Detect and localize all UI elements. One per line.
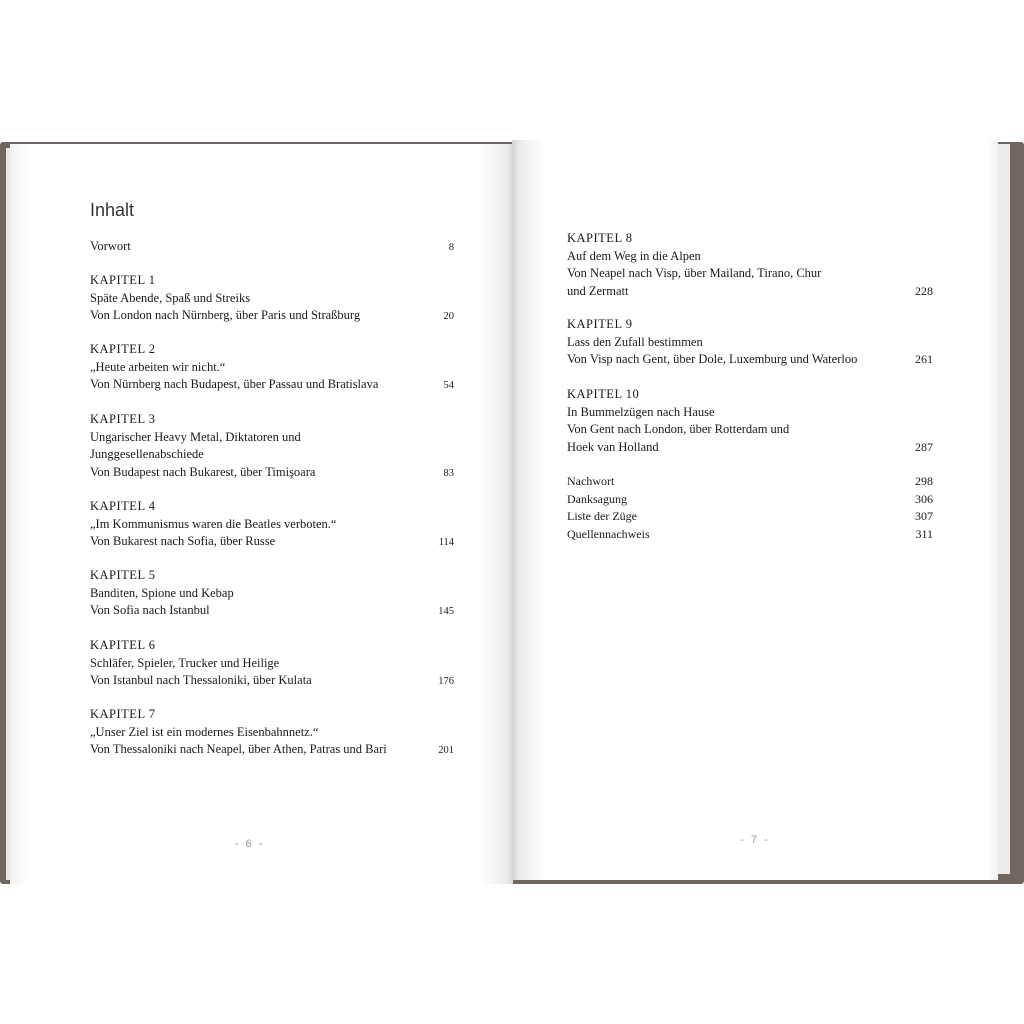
toc-page-number: 54	[443, 380, 454, 391]
toc-entry-acknowledgements	[567, 491, 933, 509]
toc-entry-title: Vorwort	[90, 239, 131, 253]
chapter-title-continued: Junggesellenabschiede	[90, 447, 204, 461]
chapter-title: Schläfer, Spieler, Trucker und Heilige	[90, 655, 280, 670]
chapter-route: Von Nürnberg nach Budapest, über Passau und Bratislava	[90, 377, 379, 391]
toc-entry-afterword	[567, 473, 933, 491]
page-number-left: - 6 -	[234, 838, 265, 850]
toc-entry-title: Liste der Züge	[567, 509, 637, 523]
chapter-label: KAPITEL 6	[90, 638, 156, 652]
toc-chapter-4	[90, 498, 454, 552]
toc-page-number: 20	[443, 311, 454, 322]
toc-chapter-3	[90, 411, 454, 482]
chapter-route: Von Istanbul nach Thessaloniki, über Kulata	[90, 673, 312, 687]
chapter-route: Von Budapest nach Bukarest, über Timişoara	[90, 464, 316, 479]
right-page	[512, 140, 998, 880]
chapter-title: In Bummelzügen nach Hause	[567, 404, 715, 419]
chapter-route-continued: und Zermatt	[567, 283, 629, 298]
toc-page-number: 114	[438, 537, 454, 548]
toc-page-number: 287	[915, 439, 933, 454]
chapter-label: KAPITEL 3	[90, 412, 156, 426]
toc-entry-title: Danksagung	[567, 491, 627, 506]
toc-entry-sources	[567, 526, 933, 544]
chapter-title: „Unser Ziel ist ein modernes Eisenbahnnetz.“	[90, 724, 319, 739]
toc-chapter-7	[90, 706, 454, 760]
toc-page-number: 307	[915, 509, 933, 523]
chapter-title: Lass den Zufall bestimmen	[567, 334, 703, 349]
chapter-label: KAPITEL 7	[90, 707, 156, 721]
toc-entry-title: Nachwort	[567, 474, 615, 488]
toc-chapter-10	[567, 386, 933, 456]
chapter-route: Von London nach Nürnberg, über Paris und Straßburg	[90, 308, 361, 322]
toc-chapter-6	[90, 637, 454, 691]
toc-chapter-9	[567, 316, 933, 369]
left-page	[10, 144, 513, 884]
chapter-route: Von Visp nach Gent, über Dole, Luxemburg und Waterloo	[567, 352, 858, 366]
toc-page-number: 261	[915, 352, 933, 366]
chapter-title: Ungarischer Heavy Metal, Diktatoren und	[90, 429, 301, 444]
toc-chapter-8	[567, 230, 933, 300]
chapter-route: Von Thessaloniki nach Neapel, über Athen, Patras und Bari	[90, 742, 387, 756]
chapter-title: „Im Kommunismus waren die Beatles verboten.“	[90, 516, 337, 531]
chapter-label: KAPITEL 1	[90, 273, 156, 287]
toc-chapter-1	[90, 272, 454, 326]
toc-back-matter	[567, 473, 933, 543]
chapter-title: Auf dem Weg in die Alpen	[567, 248, 701, 263]
open-book	[0, 138, 1024, 888]
chapter-title: „Heute arbeiten wir nicht.“	[90, 359, 226, 374]
toc-page-number: 8	[448, 242, 454, 253]
toc-page-number: 298	[915, 474, 933, 488]
chapter-label: KAPITEL 5	[90, 568, 156, 582]
chapter-label: KAPITEL 2	[90, 342, 156, 356]
toc-entry-train-list	[567, 508, 933, 526]
chapter-route: Von Bukarest nach Sofia, über Russe	[90, 534, 276, 548]
chapter-title: Späte Abende, Spaß und Streiks	[90, 290, 251, 305]
toc-page-number: 201	[438, 745, 454, 756]
chapter-route-continued: Hoek van Holland	[567, 439, 659, 454]
toc-heading: Inhalt	[90, 200, 135, 220]
toc-page-number: 176	[438, 676, 454, 687]
toc-page-number: 83	[443, 467, 454, 479]
chapter-route: Von Neapel nach Visp, über Mailand, Tirano, Chur	[567, 266, 822, 280]
toc-page-number: 145	[438, 606, 454, 617]
page-number-right: - 7 -	[740, 834, 770, 846]
toc-page-number: 311	[915, 526, 933, 541]
toc-entry-title: Quellennachweis	[567, 526, 650, 541]
toc-chapter-2	[90, 341, 454, 395]
toc-chapter-5	[90, 567, 454, 621]
chapter-label: KAPITEL 8	[567, 231, 633, 245]
toc-page-number: 228	[915, 283, 933, 298]
toc-page-number: 306	[915, 491, 933, 506]
chapter-label: KAPITEL 9	[567, 317, 633, 331]
chapter-route: Von Sofia nach Istanbul	[90, 603, 210, 617]
chapter-label: KAPITEL 4	[90, 499, 156, 513]
chapter-label: KAPITEL 10	[567, 387, 640, 401]
page-stack-right	[996, 144, 1010, 874]
chapter-route: Von Gent nach London, über Rotterdam und	[567, 422, 790, 436]
toc-entry-foreword	[90, 238, 454, 257]
chapter-title: Banditen, Spione und Kebap	[90, 585, 234, 600]
